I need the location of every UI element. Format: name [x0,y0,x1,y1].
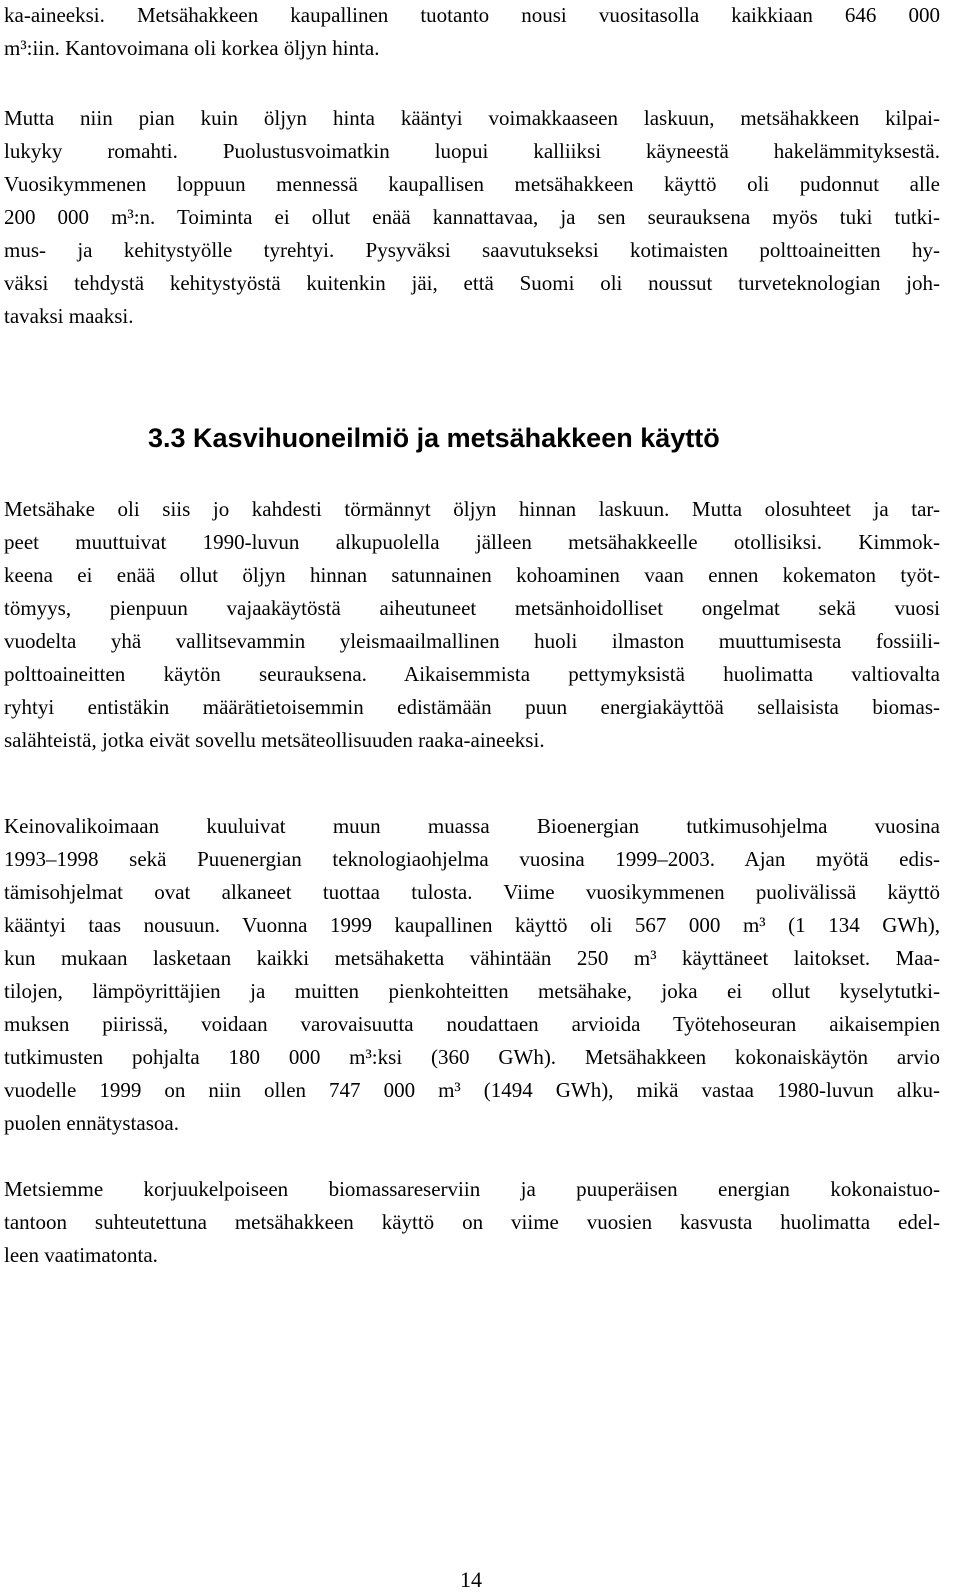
text-line: vuodelle 1999 on niin ollen 747 000 m³ (1494 GWh), mikä vastaa 1980-luvun alku- [4,1078,940,1102]
text-line: Metsiemme korjuukelpoiseen biomassareserviin ja puuperäisen energian kokonaistuo- [4,1177,940,1201]
text-line: polttoaineitten käytön seurauksena. Aikaisemmista pettymyksistä huolimatta valtiovalta [4,662,940,686]
text-line: peet muuttuivat 1990-luvun alkupuolella jälleen metsähakkeelle otollisiksi. Kimmok- [4,530,940,554]
text-line: mus- ja kehitystyölle tyrehtyi. Pysyväksi saavutukseksi kotimaisten polttoaineitten hy- [4,238,940,262]
text-line: kääntyi taas nousuun. Vuonna 1999 kaupallinen käyttö oli 567 000 m³ (1 134 GWh), [4,913,940,937]
text-line: Vuosikymmenen loppuun mennessä kaupallisen metsähakkeen käyttö oli pudonnut alle [4,172,940,196]
text-line: vuodelta yhä vallitsevammin yleismaailmallinen huoli ilmaston muuttumisesta fossiili- [4,629,940,653]
text-line: Mutta niin pian kuin öljyn hinta kääntyi voimakkaaseen laskuun, metsähakkeen kilpai- [4,106,940,130]
text-line: tömyys, pienpuun vajaakäytöstä aiheutuneet metsänhoidolliset ongelmat sekä vuosi [4,596,940,620]
text-line: Metsähake oli siis jo kahdesti törmännyt öljyn hinnan laskuun. Mutta olosuhteet ja tar- [4,497,940,521]
text-line: lukyky romahti. Puolustusvoimatkin luopui kalliiksi käyneestä hakelämmityksestä. [4,139,940,163]
text-line: väksi tehdystä kehitystyöstä kuitenkin jäi, että Suomi oli noussut turveteknologian joh- [4,271,940,295]
text-line: keena ei enää ollut öljyn hinnan satunnainen kohoaminen vaan ennen kokematon työt- [4,563,940,587]
text-line: leen vaatimatonta. [4,1243,158,1267]
text-line: 200 000 m³:n. Toiminta ei ollut enää kannattavaa, ja sen seurauksena myös tuki tutki- [4,205,940,229]
page-number: 14 [460,1567,482,1592]
text-line: tilojen, lämpöyrittäjien ja muitten pienkohteitten metsähake, joka ei ollut kyselytutki- [4,979,940,1003]
text-line: tutkimusten pohjalta 180 000 m³:ksi (360 GWh). Metsähakkeen kokonaiskäytön arvio [4,1045,940,1069]
text-line: ka-aineeksi. Metsähakkeen kaupallinen tuotanto nousi vuositasolla kaikkiaan 646 000 [4,3,940,27]
text-line: 1993–1998 sekä Puuenergian teknologiaohjelma vuosina 1999–2003. Ajan myötä edis- [4,847,940,871]
text-line: Keinovalikoimaan kuuluivat muun muassa Bioenergian tutkimusohjelma vuosina [4,814,940,838]
text-line: m³:iin. Kantovoimana oli korkea öljyn hinta. [4,36,380,60]
text-line: tämisohjelmat ovat alkaneet tuottaa tulosta. Viime vuosikymmenen puolivälissä käyttö [4,880,940,904]
text-line: muksen piirissä, voidaan varovaisuutta noudattaen arvioida Työtehoseuran aikaisempien [4,1012,940,1036]
text-line: salähteistä, jotka eivät sovellu metsäteollisuuden raaka-aineeksi. [4,728,545,752]
text-line: tantoon suhteutettuna metsähakkeen käyttö on viime vuosien kasvusta huolimatta edel- [4,1210,940,1234]
text-line: ryhtyi entistäkin määrätietoisemmin edistämään puun energiakäyttöä sellaisista biomas- [4,695,940,719]
text-line: kun mukaan lasketaan kaikki metsähaketta vähintään 250 m³ käyttäneet laitokset. Maa- [4,946,940,970]
text-line: puolen ennätystasoa. [4,1111,179,1135]
text-line: tavaksi maaksi. [4,304,134,328]
section-heading: 3.3 Kasvihuoneilmiö ja metsähakkeen käyttö [148,423,720,453]
